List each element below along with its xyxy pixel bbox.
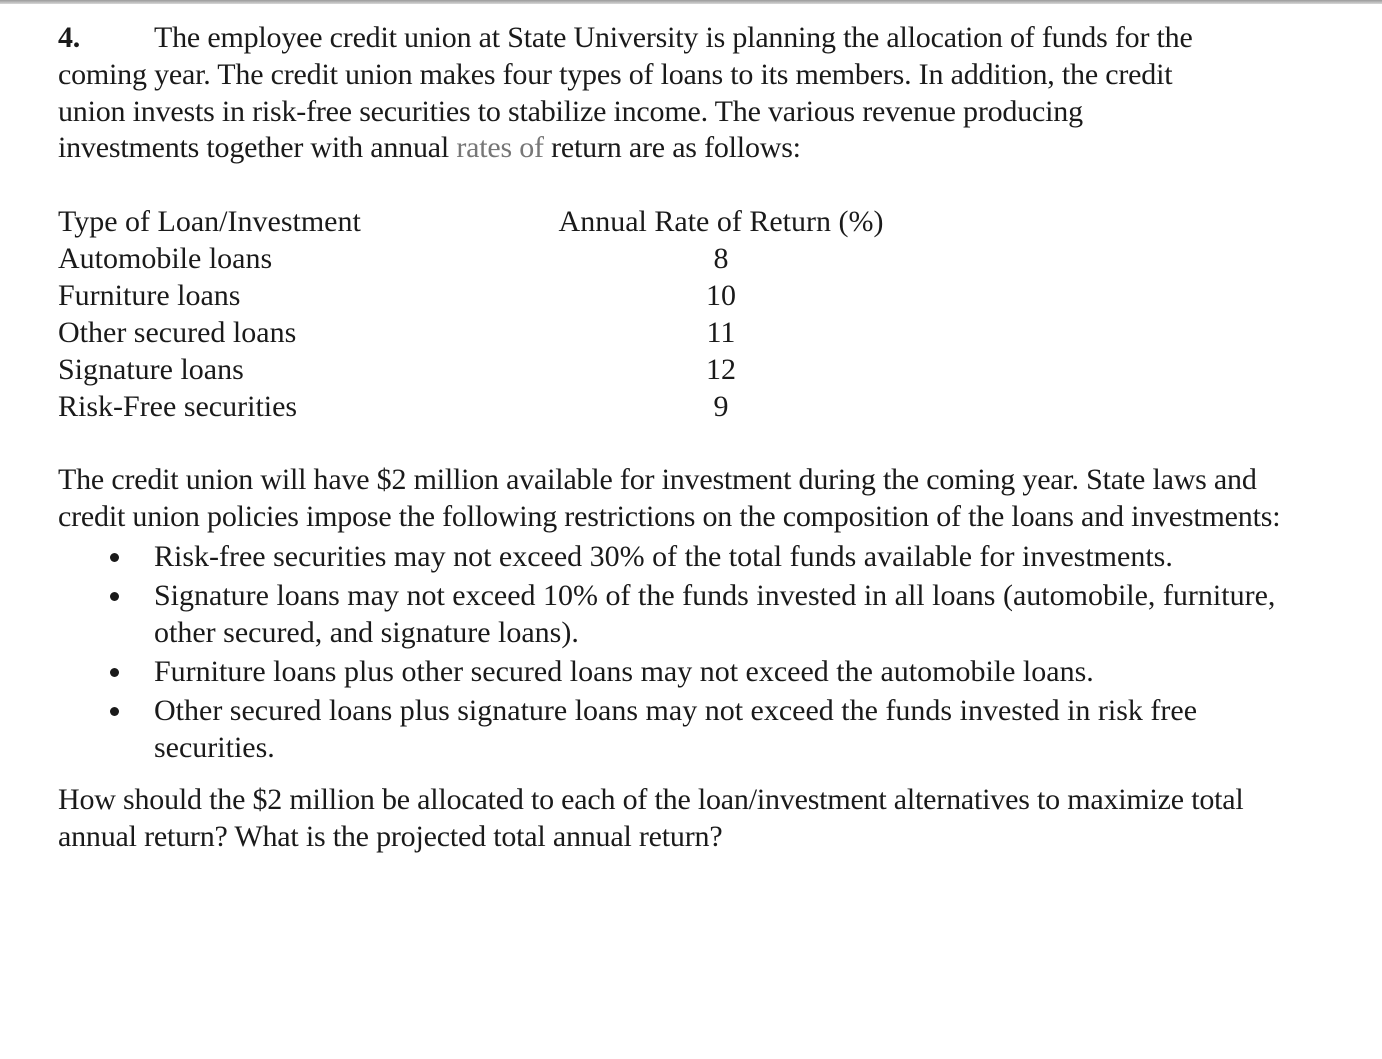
- constraint-item: [96, 692, 1284, 766]
- problem-number: 4.: [58, 21, 81, 54]
- loan-rate: 8: [713, 242, 729, 275]
- table-header-row: [58, 203, 904, 240]
- loan-type: Other secured loans: [58, 316, 297, 349]
- constraints-intro-line: credit union policies impose the following restrictions on the composition of the loans and investments:: [58, 499, 1281, 533]
- bullet-icon: [96, 538, 154, 575]
- loan-type: Automobile loans: [58, 242, 273, 275]
- constraint-text: Risk-free securities may not exceed 30% of the total funds available for investments.: [154, 540, 1173, 573]
- table-row: [58, 351, 904, 388]
- question-line: How should the $2 million be allocated to each of the loan/investment alternatives to maximize total: [58, 783, 1244, 816]
- constraints-list: [96, 538, 1284, 768]
- table-row: [58, 314, 904, 351]
- loan-type: Signature loans: [58, 353, 244, 386]
- constraint-text: securities.: [154, 731, 275, 764]
- bullet-icon: [96, 653, 154, 690]
- intro-line: investments together with annual rates of return are as follows:: [58, 131, 801, 165]
- problem-intro: [58, 20, 1193, 167]
- constraint-item: [96, 577, 1284, 651]
- constraint-item: [96, 653, 1284, 690]
- constraints-intro: [58, 462, 1280, 536]
- page-top-border: [0, 0, 1382, 4]
- rates-table: [58, 203, 904, 425]
- table-row: [58, 240, 904, 277]
- table-row: [58, 388, 904, 425]
- intro-line: union invests in risk-free securities to stabilize income. The various revenue producing: [58, 94, 1083, 128]
- loan-rate: 9: [713, 390, 729, 423]
- loan-rate: 11: [706, 316, 736, 349]
- question-line: annual return? What is the projected total annual return?: [58, 819, 723, 853]
- question: [58, 782, 1244, 856]
- loan-rate: 12: [706, 353, 736, 386]
- loan-type: Risk-Free securities: [58, 390, 298, 423]
- constraint-item: [96, 538, 1284, 575]
- intro-line: coming year. The credit union makes four types of loans to its members. In addition, the credit: [58, 57, 1173, 91]
- constraint-text: Signature loans may not exceed 10% of the funds invested in all loans (automobile, furniture,: [154, 579, 1276, 612]
- constraint-text: Furniture loans plus other secured loans may not exceed the automobile loans.: [154, 655, 1094, 688]
- bullet-icon: [96, 577, 154, 651]
- constraints-intro-line: The credit union will have $2 million available for investment during the coming year. State laws and: [58, 463, 1257, 496]
- bullet-icon: [96, 692, 154, 766]
- constraint-text: Other secured loans plus signature loans may not exceed the funds invested in risk free: [154, 694, 1198, 727]
- header-type: Type of Loan/Investment: [58, 205, 361, 238]
- header-rate: Annual Rate of Return (%): [558, 205, 884, 238]
- loan-rate: 10: [706, 279, 736, 312]
- loan-type: Furniture loans: [58, 279, 241, 312]
- intro-line: 4. The employee credit union at State University is planning the allocation of funds for the: [58, 20, 1193, 57]
- table-row: [58, 277, 904, 314]
- constraint-text: other secured, and signature loans).: [154, 616, 579, 649]
